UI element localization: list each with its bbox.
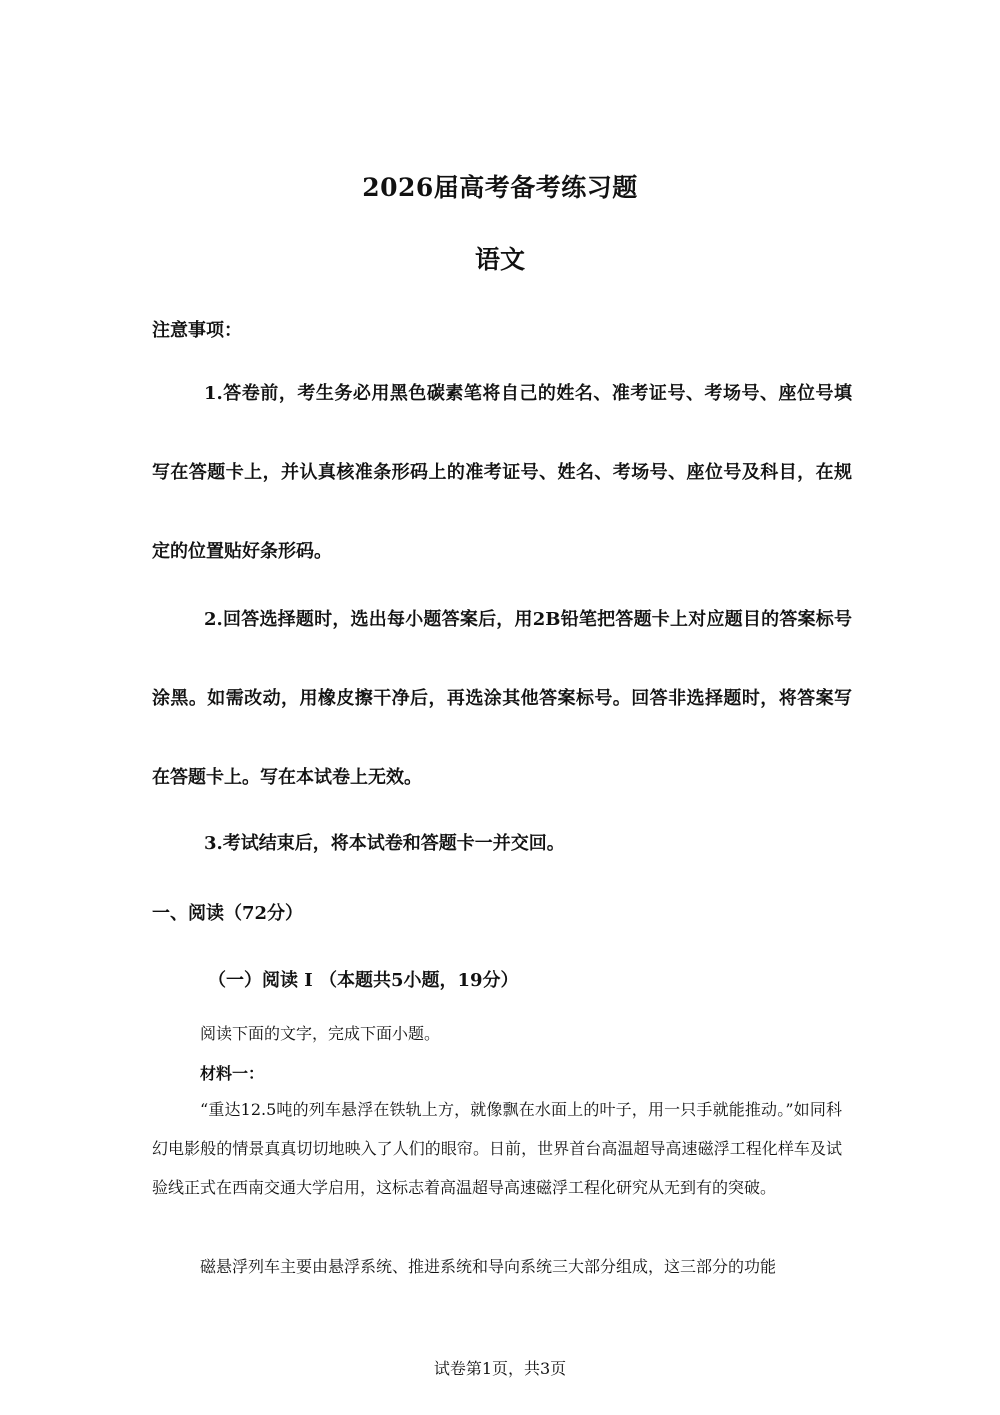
material-paragraph [152, 1090, 842, 1207]
notice-item-text: 2.回答选择题时，选出每小题答案后，用2B铅笔把答题卡上对应题目的答案标号涂黑。如需改动，用橡皮擦干净后，再选涂其他答案标号。回答非选择题时，将答案写在答题卡上。写在本试卷上无效。 [152, 609, 852, 788]
exam-title: 2026届高考备考练习题 [362, 173, 638, 202]
notice-item-text: 1.答卷前，考生务必用黑色碳素笔将自己的姓名、准考证号、考场号、座位号填写在答题卡上，并认真核准条形码上的准考证号、姓名、考场号、座位号及科目，在规定的位置贴好条形码。 [152, 383, 852, 562]
material-paragraph-text: 磁悬浮列车主要由悬浮系统、推进系统和导向系统三大部分组成，这三部分的功能 [200, 1257, 777, 1276]
reading-instruction: 阅读下面的文字，完成下面小题。 [200, 1024, 441, 1043]
section-heading: 一、阅读（72分） [152, 903, 304, 924]
subsection-heading: （一）阅读 I （本题共5小题，19分） [208, 970, 519, 991]
subject-title: 语文 [474, 245, 525, 274]
notice-item [152, 354, 852, 591]
notice-item [152, 804, 852, 883]
notice-heading: 注意事项： [152, 320, 242, 341]
material-paragraph-text: “重达12.5吨的列车悬浮在铁轨上方，就像飘在水面上的叶子，用一只手就能推动。”如同科幻电影般的情景真真切切地映入了人们的眼帘。日前，世界首台高温超导高速磁浮工程化样车及试验线正式在西南交通大学启用，这标志着高温超导高速磁浮工程化研究从无到有的突破。 [152, 1100, 842, 1197]
page-footer: 试卷第1页，共3页 [433, 1359, 567, 1378]
notice-item-text: 3.考试结束后，将本试卷和答题卡一并交回。 [204, 833, 565, 854]
material-paragraph [152, 1247, 842, 1286]
notice-item [152, 580, 852, 817]
material-label: 材料一： [200, 1064, 265, 1083]
